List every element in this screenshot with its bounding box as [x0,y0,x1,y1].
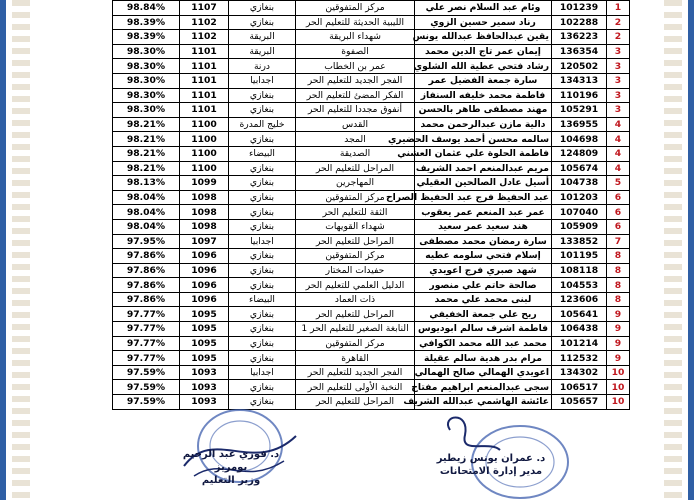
city-cell: بنغازي [229,395,296,410]
city-cell: البيضاء [229,146,296,161]
seat-number-cell: 106517 [552,380,607,395]
percentage-cell: 97.59% [113,380,180,395]
percentage-cell: 98.30% [113,44,180,59]
table-row [113,161,630,176]
rank-cell: 4 [607,117,630,132]
rank-cell: 5 [607,176,630,191]
percentage-cell: 98.04% [113,205,180,220]
student-name-cell: سارة جمعة الفضيل عمر [415,73,552,88]
seat-number-cell: 107040 [552,205,607,220]
school-cell: مركز المتفوقين [296,336,415,351]
percentage-cell: 98.04% [113,190,180,205]
rank-cell: 10 [607,380,630,395]
table-row [113,30,630,45]
city-cell: بنغازي [229,322,296,337]
total-score-cell: 1093 [180,365,229,380]
student-name-cell: دالية مازن عبدالرحمن محمد [415,117,552,132]
student-name-cell: مريم عبدالمنعم احمد الشريف [415,161,552,176]
rank-cell: 9 [607,336,630,351]
school-cell: المهاجرين [296,176,415,191]
school-cell: النخبة الأولى للتعليم الحر [296,380,415,395]
total-score-cell: 1098 [180,190,229,205]
student-name-cell: لبنى محمد علي محمد [415,292,552,307]
total-score-cell: 1107 [180,1,229,16]
school-cell: مركز المتفوقين [296,190,415,205]
city-cell: بنغازي [229,219,296,234]
rank-cell: 8 [607,263,630,278]
student-name-cell: رشاد فتحي عطية الله الشلوي [415,59,552,74]
table-row [113,59,630,74]
signatory-title-right: مدير إدارة الامتحانات [439,466,543,477]
seat-number-cell: 105909 [552,219,607,234]
percentage-cell: 98.39% [113,30,180,45]
table-row [113,263,630,278]
percentage-cell: 97.86% [113,278,180,293]
total-score-cell: 1097 [180,234,229,249]
seat-number-cell: 120502 [552,59,607,74]
table-row [113,219,630,234]
seat-number-cell: 101203 [552,190,607,205]
percentage-cell: 97.86% [113,249,180,264]
total-score-cell: 1096 [180,278,229,293]
student-name-cell: سجى عبدالمنعم ابراهيم مفتاح [415,380,552,395]
rank-cell: 3 [607,73,630,88]
total-score-cell: 1101 [180,73,229,88]
city-cell: البريقة [229,44,296,59]
city-cell: بنغازي [229,132,296,147]
school-cell: المراحل للتعليم الحر [296,161,415,176]
school-cell: النابغة الصغير للتعليم الحر 1 [296,322,415,337]
total-score-cell: 1095 [180,307,229,322]
table-row [113,190,630,205]
total-score-cell: 1101 [180,44,229,59]
rank-cell: 4 [607,146,630,161]
student-name-cell: رناد سمير حسين الزوي [415,15,552,30]
table-row [113,278,630,293]
percentage-cell: 98.39% [113,15,180,30]
table-row [113,234,630,249]
school-cell: مركز المتفوقين [296,249,415,264]
seat-number-cell: 112532 [552,351,607,366]
seat-number-cell: 104553 [552,278,607,293]
percentage-cell: 97.77% [113,336,180,351]
school-cell: المراحل للتعليم الحر [296,234,415,249]
student-name-cell: فاطمة اشرف سالم ابوديوس [415,322,552,337]
rank-cell: 8 [607,292,630,307]
student-name-cell: فاطمة الحلوة علي عثمان العشني [415,146,552,161]
rank-cell: 6 [607,219,630,234]
total-score-cell: 1093 [180,380,229,395]
student-name-cell: إسلام فتحي سلومه عطيه [415,249,552,264]
seat-number-cell: 101195 [552,249,607,264]
city-cell: بنغازي [229,103,296,118]
city-cell: اجدابيا [229,234,296,249]
percentage-cell: 98.21% [113,117,180,132]
total-score-cell: 1098 [180,205,229,220]
school-cell: المجد [296,132,415,147]
student-name-cell: سالمه محسن أحمد يوسف الحضيري [415,132,552,147]
school-cell: الدليل العلمي للتعليم الحر [296,278,415,293]
school-cell: حفيدات المختار [296,263,415,278]
rank-cell: 4 [607,161,630,176]
city-cell: بنغازي [229,351,296,366]
seat-number-cell: 134313 [552,73,607,88]
rank-cell: 3 [607,88,630,103]
student-name-cell: محمد عبد الله محمد الكوافي [415,336,552,351]
total-score-cell: 1098 [180,219,229,234]
school-cell: الثقة للتعليم الحر [296,205,415,220]
city-cell: بنغازي [229,15,296,30]
seat-number-cell: 105674 [552,161,607,176]
city-cell: بنغازي [229,278,296,293]
seat-number-cell: 110196 [552,88,607,103]
city-cell: بنغازي [229,380,296,395]
rank-cell: 2 [607,30,630,45]
rank-cell: 3 [607,103,630,118]
city-cell: البيضاء [229,292,296,307]
school-cell: الليبية الحديثة للتعليم الحر [296,15,415,30]
city-cell: درنة [229,59,296,74]
total-score-cell: 1096 [180,292,229,307]
seat-number-cell: 101239 [552,1,607,16]
table-row [113,132,630,147]
total-score-cell: 1100 [180,132,229,147]
rank-cell: 4 [607,132,630,147]
percentage-cell: 98.21% [113,132,180,147]
rank-cell: 9 [607,322,630,337]
city-cell: بنغازي [229,176,296,191]
city-cell: بنغازي [229,263,296,278]
rank-cell: 7 [607,234,630,249]
rank-cell: 6 [607,205,630,220]
student-name-cell: أسيل عادل الصالحين العقيلي [415,176,552,191]
signature-block-right [426,452,556,478]
school-cell: أنفوق مجددا للتعليم الحر [296,103,415,118]
student-name-cell: شهد صبري فرج اعويدي [415,263,552,278]
rank-cell: 8 [607,249,630,264]
percentage-cell: 98.30% [113,59,180,74]
total-score-cell: 1095 [180,351,229,366]
table-row [113,307,630,322]
table-row [113,44,630,59]
seat-number-cell: 105641 [552,307,607,322]
student-name-cell: سارة رمضان محمد مصطفى [415,234,552,249]
school-cell: الفكر المضئ للتعليم الحر [296,88,415,103]
seat-number-cell: 133852 [552,234,607,249]
student-name-cell: اعويدي الهمالي صالح الهمالي [415,365,552,380]
city-cell: بنغازي [229,1,296,16]
student-name-cell: مهند مصطفى طاهر بالحسن [415,103,552,118]
total-score-cell: 1101 [180,59,229,74]
seat-number-cell: 123606 [552,292,607,307]
table-row [113,1,630,16]
school-cell: ذات العماد [296,292,415,307]
school-cell: القاهرة [296,351,415,366]
seat-number-cell: 124809 [552,146,607,161]
student-name-cell: هند سعيد عمر سعيد [415,219,552,234]
table-row [113,365,630,380]
seat-number-cell: 108118 [552,263,607,278]
student-name-cell: صالحة حاتم علي منصور [415,278,552,293]
school-cell: القدس [296,117,415,132]
signature-block-left [176,448,286,487]
school-cell: شهداء البريقة [296,30,415,45]
total-score-cell: 1095 [180,336,229,351]
table-row [113,380,630,395]
school-cell: الصفوة [296,44,415,59]
percentage-cell: 98.30% [113,103,180,118]
school-cell: المراحل للتعليم الحر [296,307,415,322]
rank-cell: 6 [607,190,630,205]
percentage-cell: 98.84% [113,1,180,16]
table-row [113,176,630,191]
rank-cell: 8 [607,278,630,293]
seat-number-cell: 105291 [552,103,607,118]
table-row [113,249,630,264]
rank-cell: 9 [607,351,630,366]
seat-number-cell: 104738 [552,176,607,191]
school-cell: الفجر الجديد للتعليم الحر [296,73,415,88]
total-score-cell: 1101 [180,88,229,103]
student-name-cell: ريح علي جمعة الخفيفي [415,307,552,322]
seat-number-cell: 136354 [552,44,607,59]
seat-number-cell: 106438 [552,322,607,337]
percentage-cell: 97.86% [113,263,180,278]
percentage-cell: 97.59% [113,365,180,380]
signatory-name-right: د. عمران يونس زيطير [436,453,546,464]
student-name-cell: عبد الحفيظ فرج عبد الحفيظ الصراح [415,190,552,205]
student-name-cell: عائشة الهاشمي عبدالله الشريف [415,395,552,410]
total-score-cell: 1100 [180,161,229,176]
total-score-cell: 1099 [180,176,229,191]
table-row [113,15,630,30]
seat-number-cell: 105657 [552,395,607,410]
city-cell: بنغازي [229,190,296,205]
city-cell: بنغازي [229,336,296,351]
city-cell: بنغازي [229,205,296,220]
school-cell: المراحل للتعليم الحر [296,395,415,410]
rank-cell: 3 [607,44,630,59]
student-name-cell: إيمان عمر تاج الدين محمد [415,44,552,59]
total-score-cell: 1102 [180,30,229,45]
percentage-cell: 97.77% [113,351,180,366]
table-row [113,322,630,337]
percentage-cell: 98.21% [113,146,180,161]
student-name-cell: مرام بدر هدية سالم عقيلة [415,351,552,366]
percentage-cell: 98.04% [113,219,180,234]
percentage-cell: 98.30% [113,88,180,103]
seat-number-cell: 101214 [552,336,607,351]
seat-number-cell: 134302 [552,365,607,380]
student-name-cell: عمر عبد المنعم عمر يعقوب [415,205,552,220]
rank-cell: 10 [607,395,630,410]
city-cell: اجدابيا [229,365,296,380]
table-row [113,205,630,220]
seat-number-cell: 136955 [552,117,607,132]
percentage-cell: 98.30% [113,73,180,88]
school-cell: شهداء القويهات [296,219,415,234]
seat-number-cell: 136223 [552,30,607,45]
student-name-cell: يقين عبدالحافظ عبدالله يونس [415,30,552,45]
city-cell: بنغازي [229,249,296,264]
percentage-cell: 97.77% [113,322,180,337]
results-table [112,0,630,410]
rank-cell: 10 [607,365,630,380]
total-score-cell: 1102 [180,15,229,30]
city-cell: البريقة [229,30,296,45]
total-score-cell: 1093 [180,395,229,410]
rank-cell: 1 [607,1,630,16]
city-cell: بنغازي [229,307,296,322]
student-name-cell: وئام عبد السلام نصر علي [415,1,552,16]
seat-number-cell: 104698 [552,132,607,147]
results-table-body [113,1,630,410]
table-row [113,336,630,351]
signatory-name-left: د. فوزي عبد الرحيم بومريز [182,449,280,473]
school-cell: مركز المتفوقين [296,1,415,16]
rank-cell: 2 [607,15,630,30]
signatory-title-left: وزير التعليم [201,475,261,486]
total-score-cell: 1095 [180,322,229,337]
school-cell: عمر بن الخطاب [296,59,415,74]
rank-cell: 3 [607,59,630,74]
school-cell: الفجر الجديد للتعليم الحر [296,365,415,380]
decorative-border-left [12,0,30,500]
total-score-cell: 1096 [180,263,229,278]
table-row [113,146,630,161]
table-row [113,73,630,88]
percentage-cell: 97.95% [113,234,180,249]
total-score-cell: 1096 [180,249,229,264]
total-score-cell: 1101 [180,103,229,118]
city-cell: خليج المدرة [229,117,296,132]
rank-cell: 9 [607,307,630,322]
city-cell: اجدابيا [229,73,296,88]
percentage-cell: 97.77% [113,307,180,322]
city-cell: بنغازي [229,161,296,176]
school-cell: الصديقة [296,146,415,161]
table-row [113,103,630,118]
percentage-cell: 98.13% [113,176,180,191]
percentage-cell: 97.86% [113,292,180,307]
table-row [113,117,630,132]
total-score-cell: 1100 [180,146,229,161]
table-row [113,351,630,366]
seat-number-cell: 102288 [552,15,607,30]
student-name-cell: فاطمة محمد خليفه السنفاز [415,88,552,103]
table-row [113,88,630,103]
percentage-cell: 98.21% [113,161,180,176]
total-score-cell: 1100 [180,117,229,132]
percentage-cell: 97.59% [113,395,180,410]
table-row [113,292,630,307]
city-cell: بنغازي [229,88,296,103]
decorative-border-right [664,0,682,500]
